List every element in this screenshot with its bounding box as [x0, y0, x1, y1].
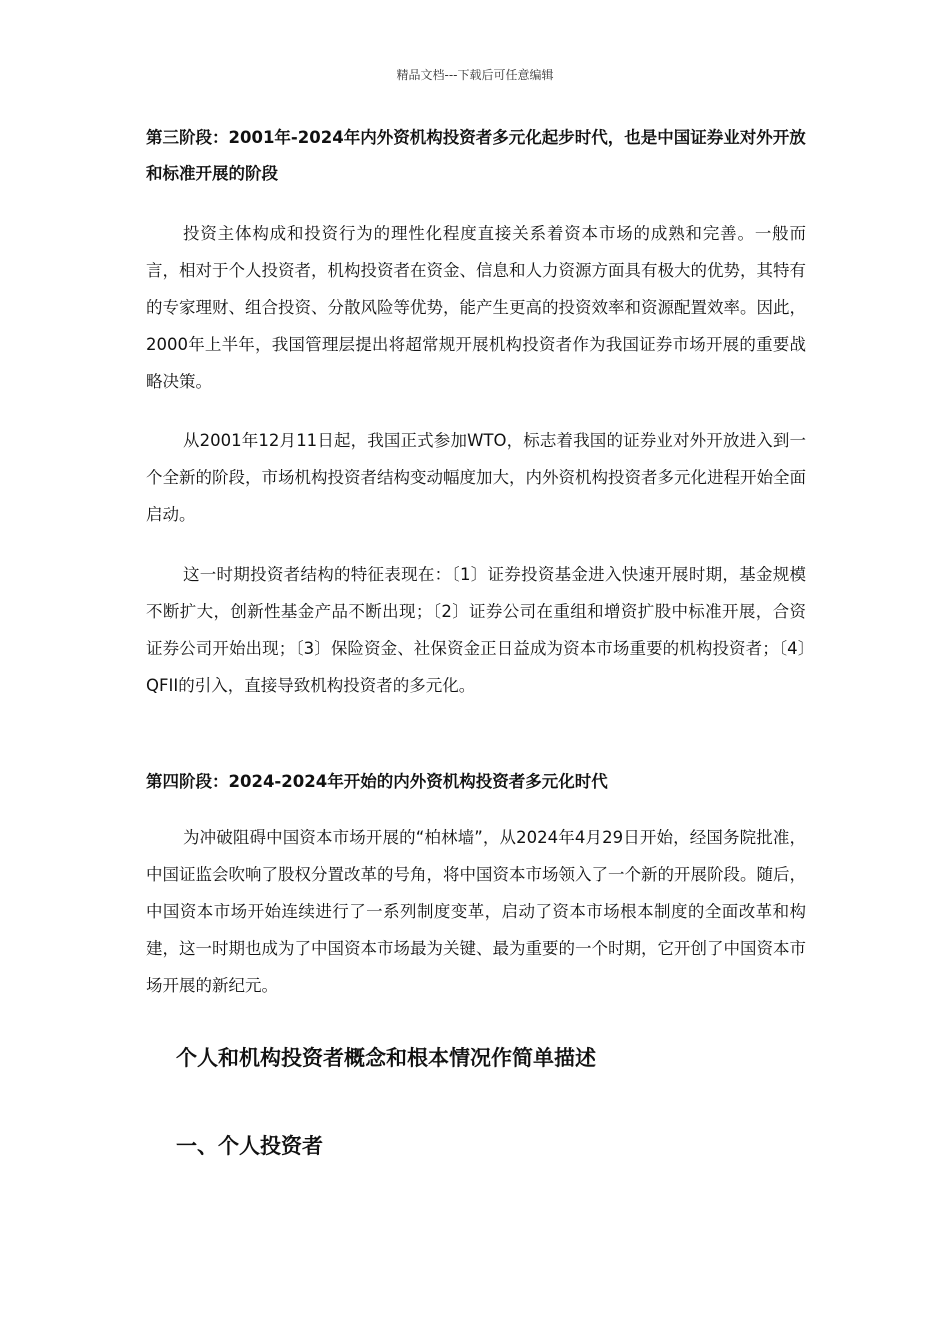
stage3-paragraph-1: 投资主体构成和投资行为的理性化程度直接关系着资本市场的成熟和完善。一般而言，相对于个人投资者，机构投资者在资金、信息和人力资源方面具有极大的优势，其特有的专家理财、组合投资、分散风险等优势，能产生更高的投资效率和资源配置效率。因此，2000年上半年，我国管理层提出将超常规开展机构投资者作为我国证券市场开展的重要战略决策。 [146, 224, 806, 391]
stage3-paragraph-2: 从2001年12月11日起，我国正式参加WTO，标志着我国的证券业对外开放进入到一个全新的阶段，市场机构投资者结构变动幅度加大，内外资机构投资者多元化进程开始全面启动。 [146, 431, 806, 524]
stage3-heading: 第三阶段：2001年-2024年内外资机构投资者多元化起步时代，也是中国证券业对外开放和标准开展的阶段 [146, 128, 806, 183]
stage4-heading: 第四阶段：2024-2024年开始的内外资机构投资者多元化时代 [146, 772, 608, 791]
stage4-paragraph: 为冲破阻碍中国资本市场开展的“柏林墙”，从2024年4月29日开始，经国务院批准，中国证监会吹响了股权分置改革的号角，将中国资本市场领入了一个新的开展阶段。随后，中国资本市场开始连续进行了一系列制度变革，启动了资本市场根本制度的全面改革和构建，这一时期也成为了中国资本市场最为关键、最为重要的一个时期，它开创了中国资本市场开展的新纪元。 [146, 828, 806, 995]
stage3-paragraph-3: 这一时期投资者结构的特征表现在：〔1〕证券投资基金进入快速开展时期，基金规模不断扩大，创新性基金产品不断出现；〔2〕证券公司在重组和增资扩股中标准开展，合资证券公司开始出现；〔3〕保险资金、社保资金正日益成为资本市场重要的机构投资者；〔4〕QFII的引入，直接导致机构投资者的多元化。 [146, 565, 806, 695]
page-header: 精品文档---下载后可任意编辑 [396, 68, 554, 82]
subsection-heading: 一、个人投资者 [176, 1134, 323, 1158]
section-heading: 个人和机构投资者概念和根本情况作简单描述 [176, 1046, 596, 1070]
